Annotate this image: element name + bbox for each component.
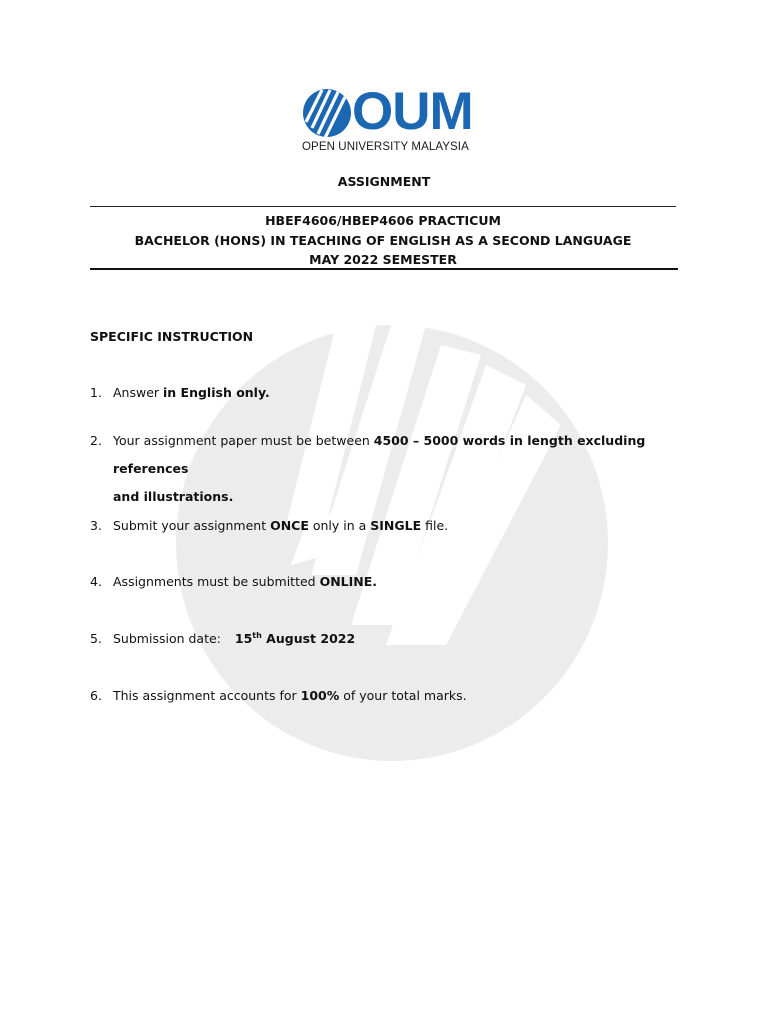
course-code: HBEF4606/HBEP4606 PRACTICUM: [265, 213, 501, 228]
divider: [90, 268, 678, 270]
programme-name: BACHELOR (HONS) IN TEACHING OF ENGLISH AS A SECOND LANGUAGE: [134, 232, 632, 248]
section-heading: SPECIFIC INSTRUCTION: [90, 329, 254, 344]
document-page: OUM OPEN UNIVERSITY MALAYSIA ASSIGNMENT HBEF4606/HBEP4606 PRACTICUM BACHELOR (HONS) IN TEACHING OF ENGLISH AS A SECOND LANGUAGE MAY 2022 SEMESTER SPECIFIC INSTRUCTION 1. Answer in English only. 2. Your assignment paper must be between 4500 – 5000 words in length excluding references and illustrations. 3. Submit your assignment ONCE only in a SINGLE file. 4. Assignments must be submitted ONLINE. 5. Submission date: 15th August 2022 6. This assignment accounts for 100% of your total marks.: [0, 0, 768, 1024]
course-header: [90, 211, 676, 270]
oum-logo-icon: [302, 88, 352, 138]
document-title: ASSIGNMENT: [337, 174, 431, 189]
oum-logo: [302, 82, 473, 158]
logo-subtitle: OPEN UNIVERSITY MALAYSIA: [302, 141, 469, 153]
logo-wordmark: OUM: [352, 82, 473, 141]
semester: MAY 2022 SEMESTER: [309, 252, 457, 267]
divider: [90, 206, 676, 207]
